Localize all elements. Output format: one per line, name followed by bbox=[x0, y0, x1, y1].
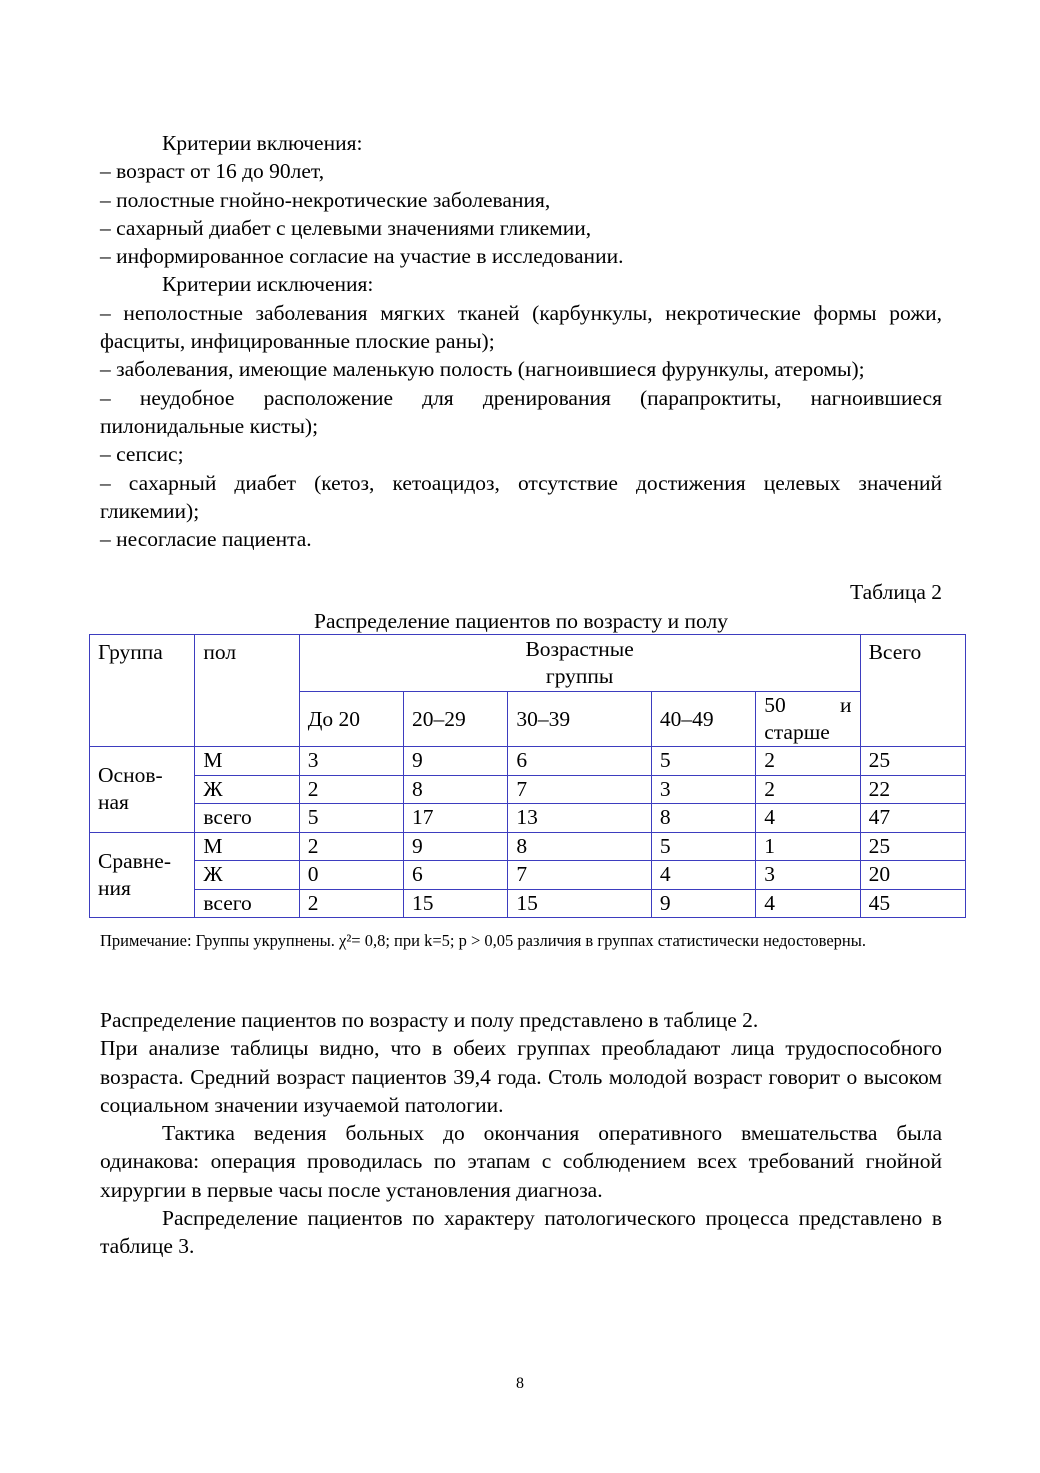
header-age-last-b: и bbox=[840, 693, 852, 717]
age-sex-table bbox=[89, 634, 966, 918]
cell-total: 45 bbox=[860, 889, 965, 918]
cell-value: 5 bbox=[651, 832, 755, 861]
cell-total: 20 bbox=[860, 861, 965, 890]
cell-sex: М bbox=[195, 747, 299, 776]
cell-value: 0 bbox=[299, 861, 403, 890]
inclusion-item: – сахарный диабет с целевыми значениями гликемии, bbox=[100, 215, 592, 240]
exclusion-item: – неудобное расположение для дренирования (парапроктиты, нагноившиеся пилонидальные кисты); bbox=[100, 385, 942, 438]
cell-value: 2 bbox=[299, 775, 403, 804]
header-age-groups-line1: Возрастные bbox=[525, 637, 634, 661]
cell-value: 4 bbox=[756, 804, 860, 833]
cell-value: 6 bbox=[404, 861, 508, 890]
table-number: Таблица 2 bbox=[850, 580, 942, 604]
inclusion-heading: Критерии включения: bbox=[162, 131, 363, 155]
cell-value: 2 bbox=[299, 889, 403, 918]
header-age-last bbox=[756, 692, 860, 747]
cell-value: 3 bbox=[756, 861, 860, 890]
cell-value: 3 bbox=[651, 775, 755, 804]
table-note: Примечание: Группы укрупнены. χ²= 0,8; при k=5; p > 0,05 различия в группах статистически недостоверны. bbox=[100, 931, 866, 950]
body-section bbox=[100, 1006, 942, 1261]
header-sex: пол bbox=[195, 635, 299, 747]
table-row bbox=[90, 804, 966, 833]
cell-value: 4 bbox=[756, 889, 860, 918]
table-row bbox=[90, 747, 966, 776]
exclusion-item: – несогласие пациента. bbox=[100, 527, 312, 552]
cell-value: 9 bbox=[404, 832, 508, 861]
exclusion-item: – сепсис; bbox=[100, 442, 184, 467]
table-title: Распределение пациентов по возрасту и полу bbox=[313, 609, 729, 633]
cell-total: 47 bbox=[860, 804, 965, 833]
page-number: 8 bbox=[516, 1375, 524, 1392]
group-name-line1: Сравне- bbox=[98, 848, 171, 873]
cell-value: 15 bbox=[404, 889, 508, 918]
exclusion-heading: Критерии исключения: bbox=[162, 272, 374, 297]
header-age: 40–49 bbox=[651, 692, 755, 747]
body-paragraph: Тактика ведения больных до окончания оперативного вмешательства была одинакова: операция проводилась по этапам с соблюдением всех требований гнойной хирургии в первые часы после установления диагноза. bbox=[100, 1121, 942, 1202]
header-age-last-a: 50 bbox=[764, 693, 786, 717]
cell-value: 6 bbox=[508, 747, 651, 776]
cell-value: 15 bbox=[508, 889, 651, 918]
cell-sex: всего bbox=[195, 889, 299, 918]
table-row bbox=[90, 775, 966, 804]
header-age: 20–29 bbox=[404, 692, 508, 747]
cell-value: 4 bbox=[651, 861, 755, 890]
cell-value: 5 bbox=[651, 747, 755, 776]
exclusion-item: – сахарный диабет (кетоз, кетоацидоз, отсутствие достижения целевых значений гликемии); bbox=[100, 470, 942, 523]
cell-value: 8 bbox=[508, 832, 651, 861]
group-name bbox=[90, 832, 195, 918]
header-age-groups bbox=[299, 635, 860, 692]
header-age: До 20 bbox=[299, 692, 403, 747]
cell-value: 3 bbox=[299, 747, 403, 776]
group-name-line1: Основ- bbox=[98, 763, 163, 788]
cell-value: 2 bbox=[756, 775, 860, 804]
cell-value: 17 bbox=[404, 804, 508, 833]
group-name bbox=[90, 747, 195, 833]
cell-value: 2 bbox=[756, 747, 860, 776]
body-paragraph: Распределение пациентов по характеру патологического процесса представлено в таблице 3. bbox=[100, 1206, 942, 1259]
inclusion-item: – полостные гнойно-некротические заболевания, bbox=[100, 187, 551, 212]
cell-value: 1 bbox=[756, 832, 860, 861]
exclusion-item: – заболевания, имеющие маленькую полость (нагноившиеся фурункулы, атеромы); bbox=[100, 357, 865, 382]
cell-value: 7 bbox=[508, 775, 651, 804]
cell-value: 9 bbox=[404, 747, 508, 776]
cell-value: 13 bbox=[508, 804, 651, 833]
cell-sex: Ж bbox=[195, 861, 299, 890]
header-total: Всего bbox=[860, 635, 965, 747]
cell-sex: Ж bbox=[195, 775, 299, 804]
header-age-last-c: старше bbox=[764, 720, 830, 744]
cell-sex: всего bbox=[195, 804, 299, 833]
table-row bbox=[90, 861, 966, 890]
header-age: 30–39 bbox=[508, 692, 651, 747]
header-group: Группа bbox=[90, 635, 195, 747]
cell-value: 7 bbox=[508, 861, 651, 890]
group-name-line2: ная bbox=[98, 790, 129, 815]
exclusion-item: – неполостные заболевания мягких тканей (карбункулы, некротические формы рожи, фасциты, инфицированные плоские раны); bbox=[100, 300, 942, 354]
body-paragraph: При анализе таблицы видно, что в обеих группах преобладают лица трудоспособного возраста. Средний возраст пациентов 39,4 года. Столь молодой возраст говорит о высоком социальном значении изучаемой патологии. bbox=[100, 1036, 942, 1117]
cell-value: 9 bbox=[651, 889, 755, 918]
cell-sex: М bbox=[195, 832, 299, 861]
body-paragraph: Распределение пациентов по возрасту и полу представлено в таблице 2. bbox=[100, 1008, 759, 1032]
header-age-groups-line2: группы bbox=[545, 664, 614, 688]
group-name-line2: ния bbox=[98, 875, 131, 900]
cell-total: 25 bbox=[860, 832, 965, 861]
criteria-section bbox=[100, 129, 942, 553]
inclusion-item: – информированное согласие на участие в исследовании. bbox=[100, 244, 624, 269]
cell-value: 8 bbox=[651, 804, 755, 833]
cell-value: 2 bbox=[299, 832, 403, 861]
inclusion-item: – возраст от 16 до 90лет, bbox=[100, 159, 325, 184]
cell-total: 25 bbox=[860, 747, 965, 776]
cell-value: 8 bbox=[404, 775, 508, 804]
table-row bbox=[90, 889, 966, 918]
cell-value: 5 bbox=[299, 804, 403, 833]
table-row bbox=[90, 832, 966, 861]
cell-total: 22 bbox=[860, 775, 965, 804]
